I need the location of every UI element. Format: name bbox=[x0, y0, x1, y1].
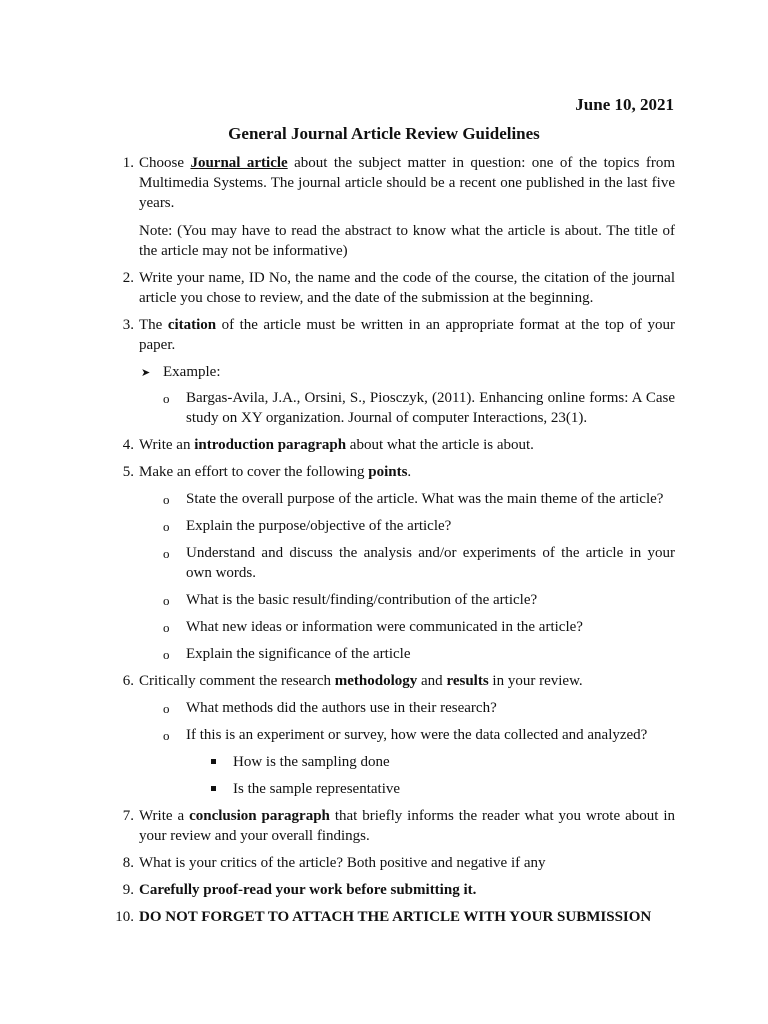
list-item-6 bbox=[108, 671, 675, 799]
item-text: Write an bbox=[139, 437, 195, 453]
list-item-4 bbox=[108, 435, 675, 455]
sub-item bbox=[139, 590, 675, 610]
item-number: 10. bbox=[115, 909, 134, 925]
circle-bullet-icon: o bbox=[163, 519, 170, 534]
list-item-8 bbox=[108, 853, 675, 873]
item-text: about what the article is about. bbox=[346, 437, 534, 453]
circle-bullet-icon: o bbox=[163, 728, 170, 743]
sub-sub-item-text: How is the sampling done bbox=[233, 754, 390, 770]
list-item-9 bbox=[108, 880, 675, 900]
item-bold-text: Carefully proof-read your work before submitting it. bbox=[139, 882, 477, 898]
list-item-7 bbox=[108, 806, 675, 846]
sub-item-text: If this is an experiment or survey, how were the data collected and analyzed? bbox=[186, 727, 648, 743]
sub-item bbox=[139, 489, 675, 509]
item-text: and bbox=[417, 673, 447, 689]
circle-bullet-icon: o bbox=[163, 492, 170, 507]
circle-bullet-icon: o bbox=[163, 701, 170, 716]
item-bold-text: points bbox=[368, 464, 408, 480]
circle-bullet-icon: o bbox=[163, 546, 170, 561]
item-text: that briefly informs the reader what you wrote about in your review and your overall findings. bbox=[139, 808, 676, 844]
item-text: . bbox=[407, 464, 412, 480]
guidelines-list bbox=[108, 153, 675, 934]
sub-sub-item bbox=[139, 752, 675, 772]
sub-item bbox=[139, 516, 675, 536]
document-date: June 10, 2021 bbox=[575, 95, 674, 114]
sub-item-text: What methods did the authors use in their research? bbox=[186, 700, 497, 716]
item-number: 5. bbox=[122, 464, 134, 480]
item-text: Critically comment the research bbox=[139, 673, 335, 689]
list-item-3 bbox=[108, 315, 675, 428]
square-bullet-icon bbox=[211, 786, 216, 791]
item-text: in your review. bbox=[488, 673, 583, 689]
sub-sub-item-text: Is the sample representative bbox=[233, 781, 401, 797]
item-text: Write a bbox=[139, 808, 190, 824]
sub-item bbox=[139, 644, 675, 664]
sub-item bbox=[139, 698, 675, 718]
item-number: 1. bbox=[122, 155, 134, 171]
square-bullet-icon bbox=[211, 759, 216, 764]
sub-sub-item bbox=[139, 779, 675, 799]
item-bold-text: conclusion paragraph bbox=[189, 808, 330, 824]
sub-item-text: Explain the significance of the article bbox=[186, 646, 411, 662]
sub-item-text: State the overall purpose of the article. What was the main theme of the article? bbox=[186, 491, 664, 507]
item-bold-text: introduction paragraph bbox=[194, 437, 347, 453]
item-text: What is your critics of the article? Both positive and negative if any bbox=[139, 855, 546, 871]
example-citation-item bbox=[139, 388, 675, 428]
item-number: 6. bbox=[122, 673, 134, 689]
circle-bullet-icon: o bbox=[163, 593, 170, 608]
item-number: 2. bbox=[122, 270, 134, 286]
arrow-bullet-icon: ➤ bbox=[141, 367, 151, 379]
sub-item bbox=[139, 725, 675, 745]
sub-item-text: Understand and discuss the analysis and/or experiments of the article in your own words. bbox=[186, 545, 675, 581]
item-bold-text: Journal article bbox=[190, 155, 288, 171]
item-note: Note: (You may have to read the abstract to know what the article is about. The title of the article may not be informative) bbox=[139, 223, 675, 259]
sub-item-text: What is the basic result/finding/contribution of the article? bbox=[186, 592, 538, 608]
item-text: Write your name, ID No, the name and the code of the course, the citation of the journal article you chose to review, and the date of the submission at the beginning. bbox=[139, 270, 675, 306]
title-text: General Journal Article Review Guidelines bbox=[228, 124, 540, 143]
list-item-2 bbox=[108, 268, 675, 308]
list-item-1 bbox=[108, 153, 675, 261]
item-number: 4. bbox=[122, 437, 134, 453]
item-text: Make an effort to cover the following bbox=[139, 464, 369, 480]
item-number: 3. bbox=[122, 317, 134, 333]
item-bold-text: DO NOT FORGET TO ATTACH THE ARTICLE WITH YOUR SUBMISSION bbox=[139, 909, 652, 925]
example-label-item bbox=[139, 362, 675, 382]
item-number: 9. bbox=[122, 882, 134, 898]
document-title bbox=[0, 124, 768, 144]
example-citation: Bargas-Avila, J.A., Orsini, S., Piosczyk, (2011). Enhancing online forms: A Case study on XY organization. Journal of computer Interactions, 23(1). bbox=[186, 390, 675, 426]
circle-bullet-icon: o bbox=[163, 391, 170, 406]
sub-item-text: Explain the purpose/objective of the article? bbox=[186, 518, 452, 534]
list-item-10 bbox=[108, 907, 675, 927]
example-label: Example: bbox=[163, 364, 221, 380]
item-bold-text: methodology bbox=[334, 673, 418, 689]
item-text: of the article must be written in an appropriate format at the top of your paper. bbox=[139, 317, 675, 353]
circle-bullet-icon: o bbox=[163, 647, 170, 662]
circle-bullet-icon: o bbox=[163, 620, 170, 635]
item-number: 7. bbox=[122, 808, 134, 824]
item-text: The bbox=[139, 317, 168, 333]
sub-item bbox=[139, 543, 675, 583]
item-text: about the subject matter in question: one of the topics from Multimedia Systems. The journal article should be a recent one published in the last five years. bbox=[139, 155, 675, 211]
item-bold-text: results bbox=[446, 673, 489, 689]
item-number: 8. bbox=[122, 855, 134, 871]
list-item-5 bbox=[108, 462, 675, 664]
item-text: Choose bbox=[139, 155, 191, 171]
item-bold-text: citation bbox=[167, 317, 217, 333]
sub-item-text: What new ideas or information were communicated in the article? bbox=[186, 619, 583, 635]
sub-item bbox=[139, 617, 675, 637]
